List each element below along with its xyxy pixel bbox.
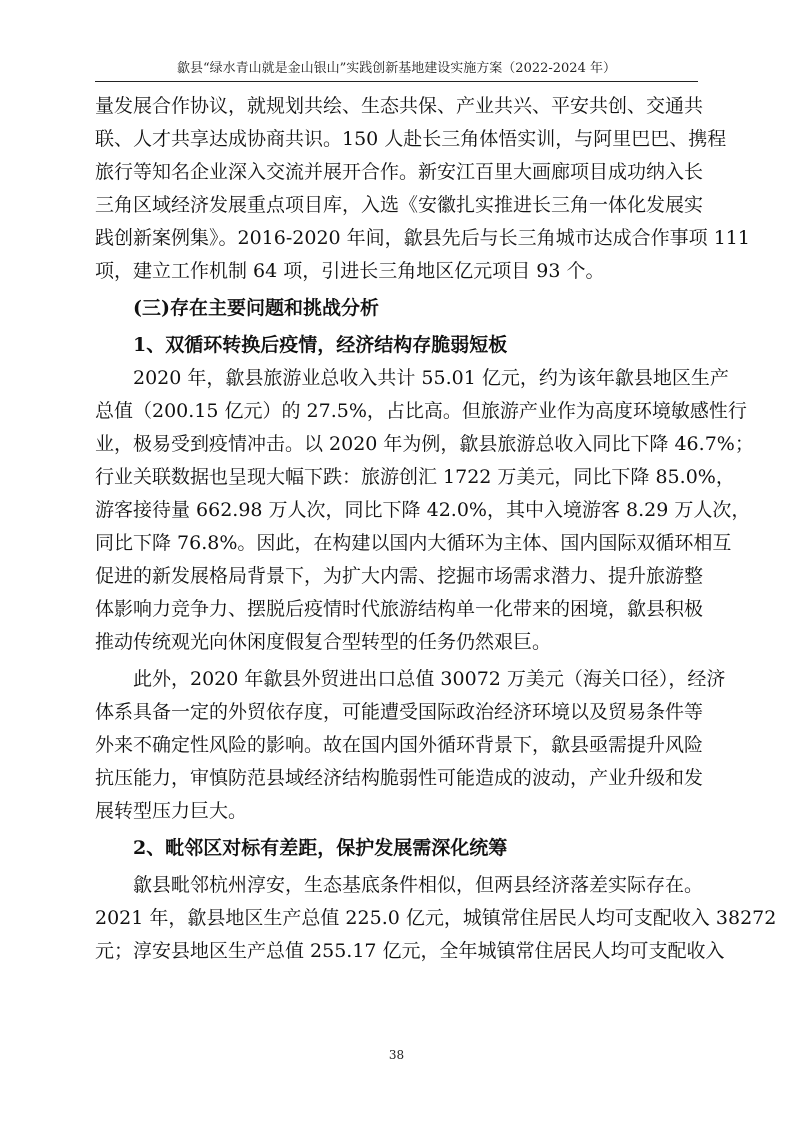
subsection-heading-2: 2、毗邻区对标有差距，保护发展需深化统筹	[133, 837, 508, 859]
text-line: 项，建立工作机制 64 项，引进长三角地区亿元项目 93 个。	[95, 260, 605, 282]
text-line: 展转型压力巨大。	[95, 800, 248, 822]
paragraph-cooperation	[95, 90, 750, 288]
text-line: 体系具备一定的外贸依存度，可能遭受国际政治经济环境以及贸易条件等	[95, 701, 704, 723]
paragraph-foreign-trade	[95, 663, 726, 828]
subsection-heading-1: 1、双循环转换后疫情，经济结构存脆弱短板	[133, 334, 508, 356]
text-line: 此外，2020 年歙县外贸进出口总值 30072 万美元（海关口径），经济	[133, 668, 726, 690]
text-line: 2021 年，歙县地区生产总值 225.0 亿元，城镇常住居民人均可支配收入 38272	[95, 907, 777, 929]
text-line: 元；淳安县地区生产总值 255.17 亿元，全年城镇常住居民人均可支配收入	[95, 940, 725, 962]
text-line: 游客接待量 662.98 万人次，同比下降 42.0%，其中入境游客 8.29 万人次，	[95, 499, 751, 521]
paragraph-tourism	[95, 362, 754, 659]
section-heading: (三)存在主要问题和挑战分析	[133, 297, 379, 319]
text-line: 践创新案例集》。2016-2020 年间，歙县先后与长三角城市达成合作事项 111	[95, 227, 750, 249]
text-line: 行业关联数据也呈现大幅下跌：旅游创汇 1722 万美元，同比下降 85.0%，	[95, 466, 735, 488]
document-body	[95, 90, 777, 968]
text-line: 三角区域经济发展重点项目库，入选《安徽扎实推进长三角一体化发展实	[95, 194, 704, 216]
text-line: 联、人才共享达成协商共识。150 人赴长三角体悟实训，与阿里巴巴、携程	[95, 128, 727, 150]
text-line: 总值（200.15 亿元）的 27.5%，占比高。但旅游产业作为高度环境敏感性行	[95, 400, 747, 422]
text-line: 旅行等知名企业深入交流并展开合作。新安江百里大画廊项目成功纳入长	[95, 161, 704, 183]
text-line: 外来不确定性风险的影响。故在国内国外循环背景下，歙县亟需提升风险	[95, 734, 704, 756]
text-line: 促进的新发展格局背景下，为扩大内需、挖掘市场需求潜力、提升旅游整	[95, 565, 704, 587]
page-number: 38	[388, 1048, 405, 1062]
running-header: 歙县“绿水青山就是金山银山”实践创新基地建设实施方案（2022-2024 年）	[95, 60, 698, 82]
text-line: 同比下降 76.8%。因此，在构建以国内大循环为主体、国内国际双循环相互	[95, 532, 732, 554]
paragraph-neighbor-comparison	[95, 869, 777, 968]
text-line: 抗压能力，审慎防范县域经济结构脆弱性可能造成的波动，产业升级和发	[95, 767, 704, 789]
text-line: 歙县毗邻杭州淳安，生态基底条件相似，但两县经济落差实际存在。	[133, 874, 704, 896]
text-line: 体影响力竞争力、摆脱后疫情时代旅游结构单一化带来的困境，歙县积极	[95, 598, 704, 620]
text-line: 量发展合作协议，就规划共绘、生态共保、产业共兴、平安共创、交通共	[95, 95, 704, 117]
text-line: 业，极易受到疫情冲击。以 2020 年为例，歙县旅游总收入同比下降 46.7%；	[95, 433, 754, 455]
text-line: 2020 年，歙县旅游业总收入共计 55.01 亿元，约为该年歙县地区生产	[133, 367, 729, 389]
text-line: 推动传统观光向休闲度假复合型转型的任务仍然艰巨。	[95, 631, 552, 653]
